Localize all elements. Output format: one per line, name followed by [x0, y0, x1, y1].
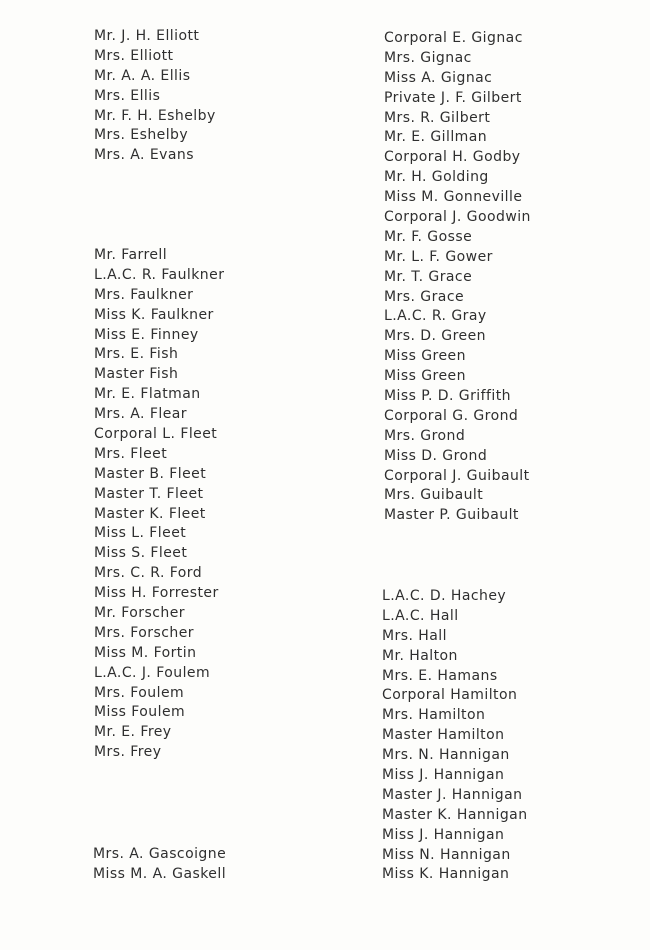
name-entry: Master P. Guibault	[384, 507, 519, 524]
name-entry: Mrs. Hall	[382, 627, 447, 644]
name-entry: Mr. J. H. Elliott	[94, 28, 200, 44]
name-entry: Mr. E. Gillman	[384, 129, 488, 146]
name-entry: Miss K. Hannigan	[382, 866, 510, 883]
name-entry: Mrs. R. Gilbert	[384, 109, 491, 126]
name-entry: Miss M. Fortin	[94, 644, 197, 661]
name-entry: Mrs. D. Green	[384, 328, 486, 345]
name-entry: Corporal Hamilton	[382, 687, 518, 704]
name-entry: Corporal L. Fleet	[94, 426, 218, 443]
name-entry: Mr. E. Flatman	[94, 386, 201, 403]
name-entry: Mrs. N. Hannigan	[382, 747, 510, 764]
name-entry: Miss M. Gonneville	[384, 189, 523, 206]
name-entry: Miss J. Hannigan	[382, 767, 505, 784]
name-entry: Mrs. E. Fish	[94, 346, 179, 363]
name-entry: Corporal J. Goodwin	[384, 209, 531, 226]
name-entry: Mrs. Foulem	[94, 684, 185, 701]
name-entry: Miss Foulem	[94, 704, 186, 721]
name-entry: Corporal H. Godby	[384, 149, 521, 166]
name-entry: Miss D. Grond	[384, 447, 488, 464]
name-entry: Miss K. Faulkner	[94, 306, 214, 323]
name-entry: Miss N. Hannigan	[382, 846, 511, 863]
name-entry: Corporal J. Guibault	[384, 467, 530, 484]
name-entry: Miss L. Fleet	[94, 525, 187, 542]
name-entry: Master K. Fleet	[94, 505, 206, 522]
name-entry: Mr. A. A. Ellis	[94, 67, 191, 84]
name-entry: Mrs. Grond	[384, 427, 466, 444]
name-entry: Miss H. Forrester	[94, 585, 219, 602]
name-entry: Mrs. Gignac	[384, 49, 472, 66]
name-entry: Miss J. Hannigan	[382, 826, 505, 843]
name-entry: Mrs. Frey	[94, 744, 162, 761]
name-entry: Master T. Fleet	[94, 485, 204, 502]
name-entry: Mr. Halton	[382, 647, 458, 664]
name-entry: Miss M. A. Gaskell	[93, 865, 227, 882]
name-entry: Mrs. Hamilton	[382, 707, 486, 724]
name-list-right-g	[384, 29, 531, 526]
name-entry: Miss P. D. Griffith	[384, 388, 512, 405]
name-entry: Mrs. Eshelby	[94, 127, 189, 144]
name-entry: Mrs. A. Flear	[94, 406, 188, 423]
name-entry: L.A.C. R. Gray	[384, 308, 487, 325]
name-entry: Mrs. Fleet	[94, 445, 168, 462]
name-entry: Master Fish	[94, 366, 179, 383]
name-entry: Mr. F. H. Eshelby	[94, 107, 216, 124]
name-entry: Mrs. Forscher	[94, 624, 194, 641]
name-entry: Mrs. Elliott	[94, 47, 174, 64]
name-entry: Mrs. E. Hamans	[382, 667, 498, 684]
name-entry: Master J. Hannigan	[382, 786, 523, 803]
name-entry: Miss Green	[384, 348, 466, 365]
name-list-left-g	[93, 845, 226, 885]
name-entry: Mrs. Faulkner	[94, 286, 194, 303]
name-entry: Miss A. Gignac	[384, 69, 493, 86]
name-entry: Mrs. A. Evans	[94, 147, 194, 164]
name-entry: Miss Green	[384, 368, 466, 385]
name-entry: Mrs. Ellis	[94, 87, 161, 104]
name-entry: Mr. H. Golding	[384, 169, 489, 186]
name-entry: Master B. Fleet	[94, 465, 207, 482]
name-entry: Mrs. A. Gascoigne	[93, 846, 227, 862]
name-entry: Mrs. Grace	[384, 288, 465, 305]
name-entry: Miss S. Fleet	[94, 545, 188, 562]
name-entry: Mr. Forscher	[94, 605, 185, 622]
name-entry: Mr. L. F. Gower	[384, 248, 493, 265]
name-entry: Mr. F. Gosse	[384, 228, 473, 245]
name-entry: Miss E. Finney	[94, 326, 199, 343]
name-entry: Mrs. Guibault	[384, 487, 484, 504]
name-entry: Mrs. C. R. Ford	[94, 565, 203, 582]
name-entry: Private J. F. Gilbert	[384, 89, 522, 106]
name-entry: L.A.C. J. Foulem	[94, 664, 211, 681]
name-entry: L.A.C. R. Faulkner	[94, 266, 225, 283]
name-entry: Corporal E. Gignac	[384, 30, 523, 46]
name-entry: L.A.C. Hall	[382, 607, 459, 624]
name-entry: Corporal G. Grond	[384, 407, 519, 424]
name-list-right-h	[382, 587, 528, 885]
name-entry: Master K. Hannigan	[382, 806, 528, 823]
name-entry: L.A.C. D. Hachey	[382, 588, 507, 604]
name-entry: Mr. T. Grace	[384, 268, 473, 285]
name-list-left-f	[94, 246, 224, 763]
name-entry: Mr. Farrell	[94, 247, 168, 263]
name-list-left-e	[94, 27, 216, 166]
name-entry: Mr. E. Frey	[94, 724, 172, 741]
name-entry: Master Hamilton	[382, 727, 505, 744]
